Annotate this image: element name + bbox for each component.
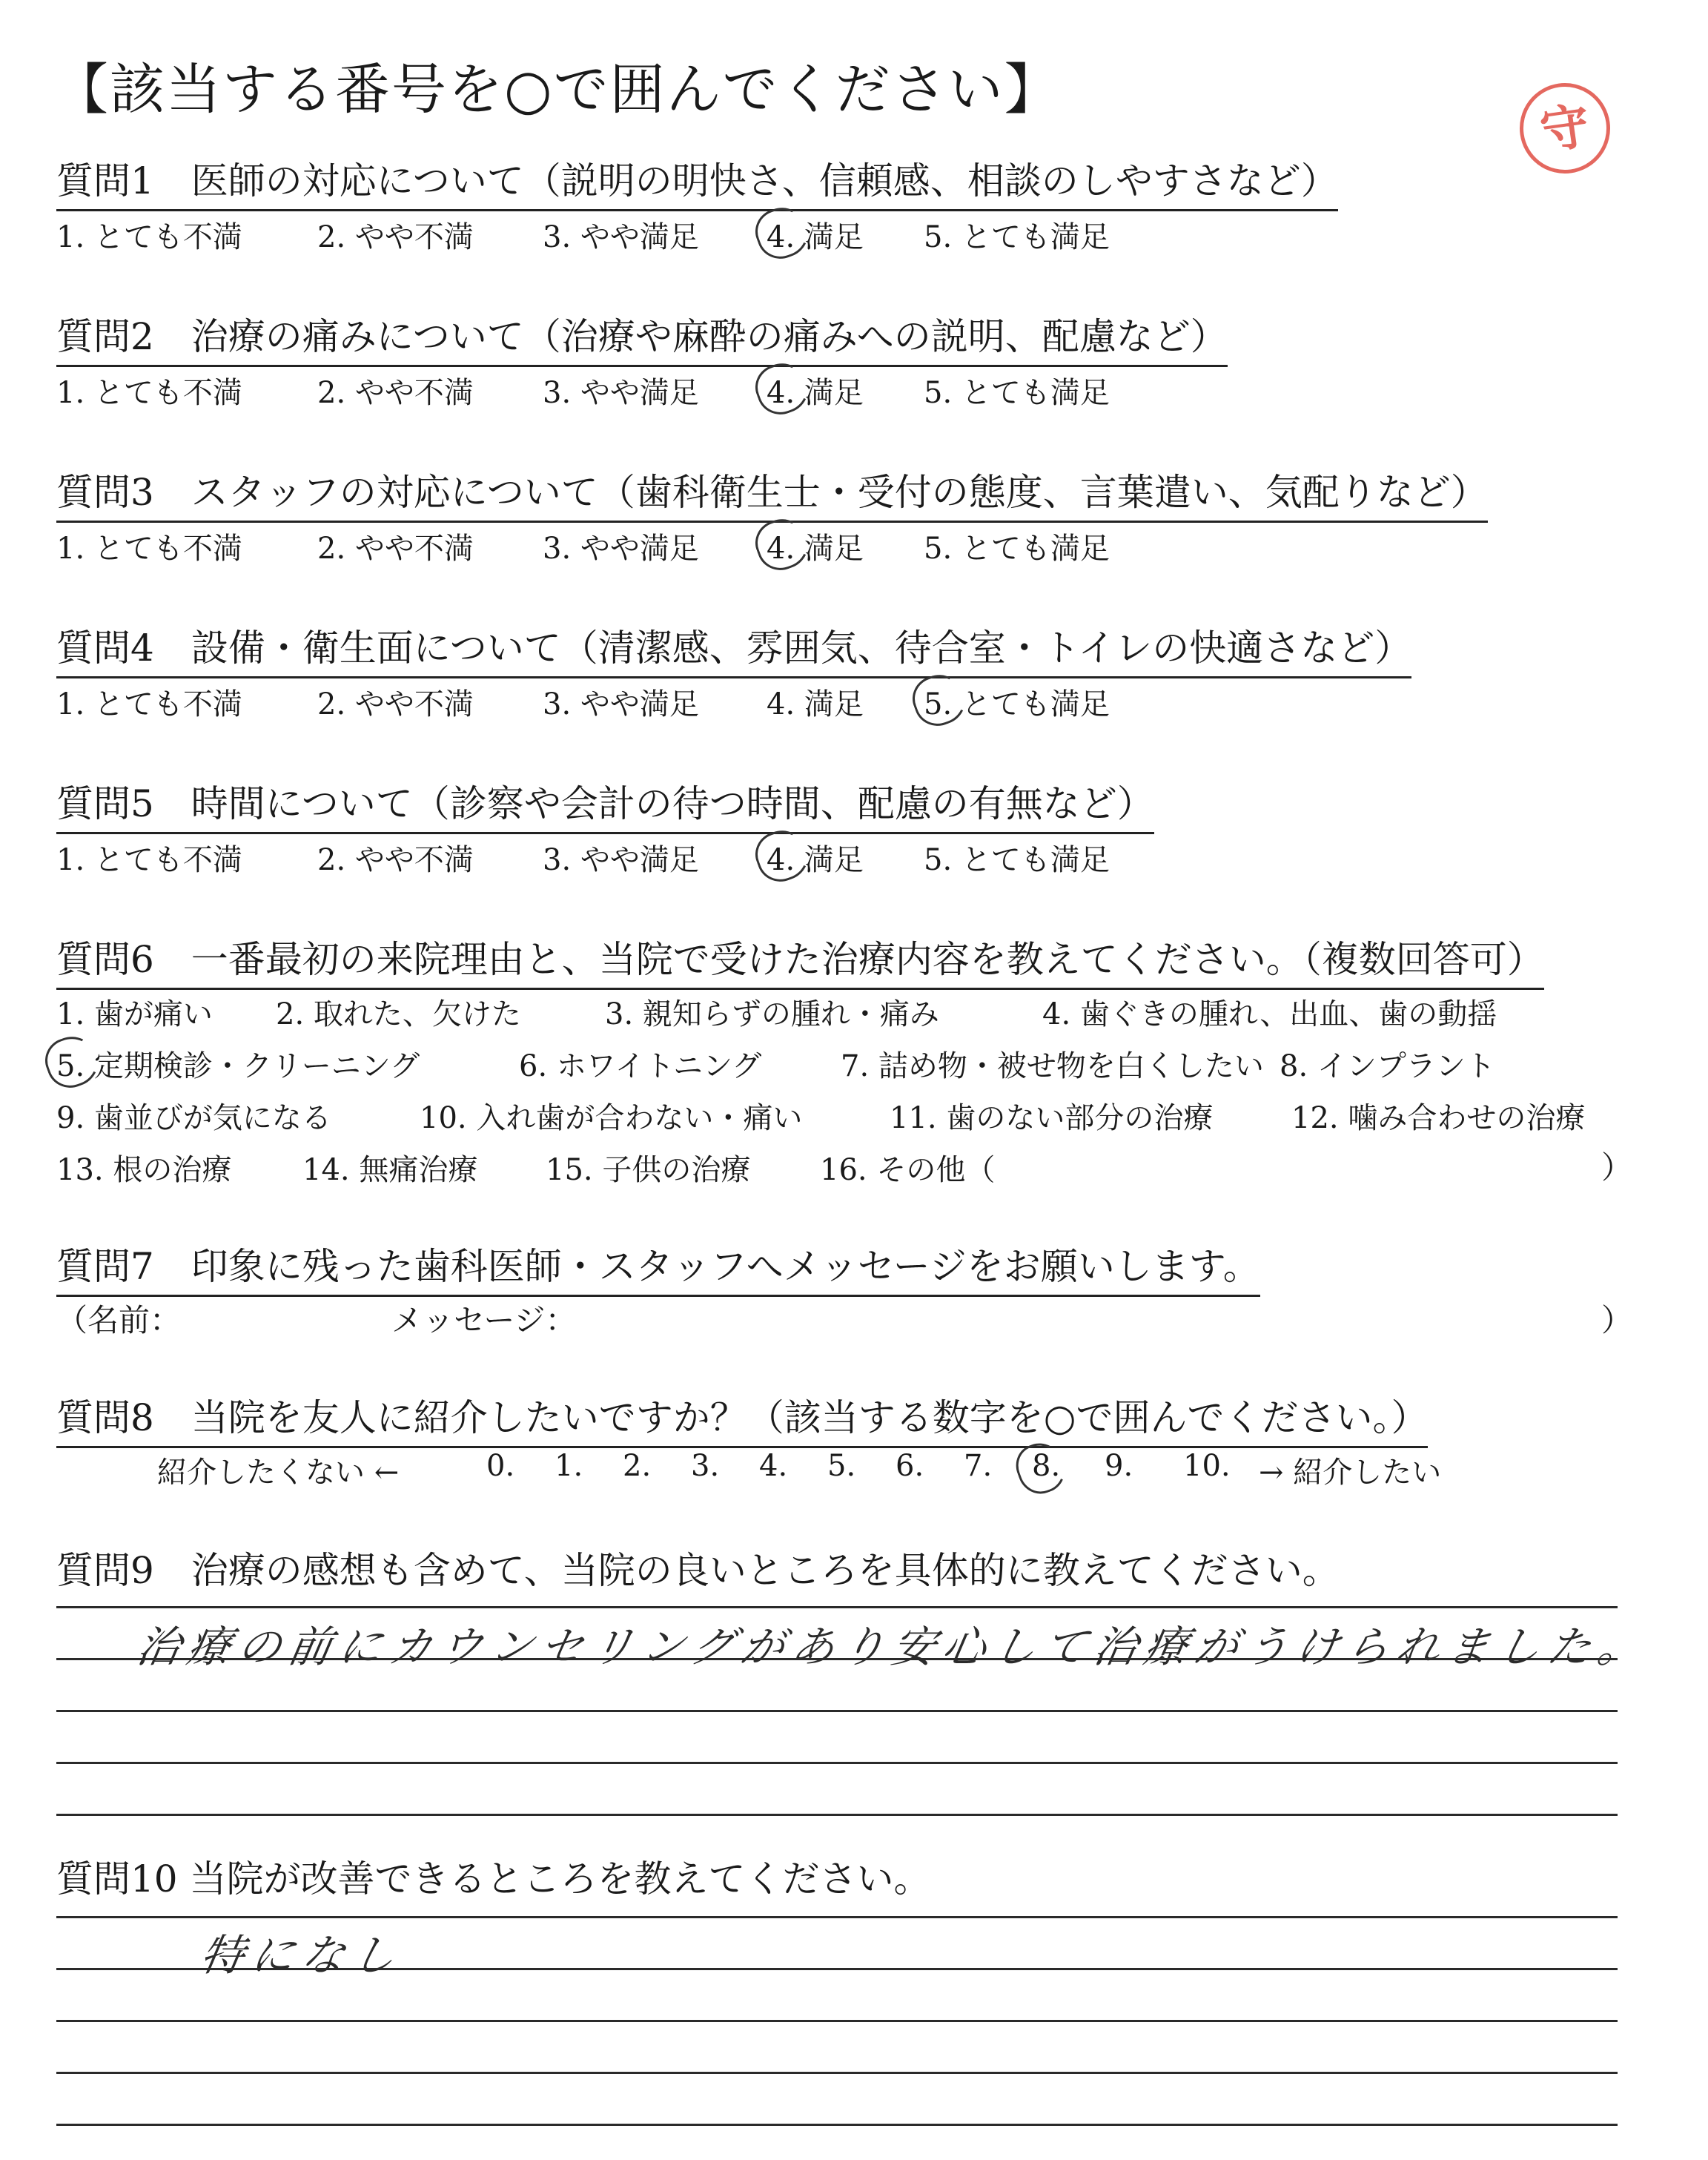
q8-score-8-label: 8. (1032, 1449, 1061, 1483)
q2-option-4[interactable] (767, 369, 864, 412)
q9-answer-line-2 (56, 1658, 1618, 1660)
q6-option-1[interactable]: 1. 歯が痛い (56, 997, 213, 1031)
q5-option-3[interactable]: 3. やや満足 (543, 843, 699, 877)
q6-option-16[interactable]: 16. その他（ (820, 1153, 996, 1187)
q8-score-10[interactable]: 10. (1183, 1449, 1231, 1483)
q4-option-3[interactable]: 3. やや満足 (543, 687, 699, 721)
q6-option-7[interactable]: 7. 詰め物・被せ物を白くしたい (841, 1049, 1264, 1083)
q8-score-3[interactable]: 3. (691, 1449, 720, 1483)
q4-option-5-label: 5. とても満足 (924, 687, 1110, 721)
seal-stamp: 守 (1514, 77, 1616, 179)
q6-option-8[interactable]: 8. インプラント (1280, 1049, 1495, 1083)
q5-title: 質問5 時間について（診察や会計の待つ時間、配慮の有無など） (56, 774, 1154, 834)
q6-option-5-label: 5. 定期検診・クリーニング (56, 1049, 420, 1083)
q3-option-2[interactable]: 2. やや不満 (317, 532, 474, 566)
q6-option-13[interactable]: 13. 根の治療 (56, 1153, 232, 1187)
q6-option-10[interactable]: 10. 入れ歯が合わない・痛い (420, 1101, 803, 1135)
q4-option-1[interactable]: 1. とても不満 (56, 687, 242, 721)
q9-answer-line-5 (56, 1814, 1618, 1816)
q6-title: 質問6 一番最初の来院理由と、当院で受けた治療内容を教えてください。（複数回答可） (56, 930, 1544, 990)
selected-circle-mark (39, 1029, 105, 1094)
q6-option-9[interactable]: 9. 歯並びが気になる (56, 1101, 331, 1135)
q1-option-3[interactable]: 3. やや満足 (543, 220, 699, 254)
q5-option-4[interactable] (767, 836, 864, 879)
q8-score-0[interactable]: 0. (486, 1449, 515, 1483)
q7-close-paren: ） (1601, 1302, 1633, 1338)
q6-option-4[interactable]: 4. 歯ぐきの腫れ、出血、歯の動揺 (1042, 997, 1497, 1031)
q10-answer-line-1 (56, 1916, 1618, 1918)
q9-handwritten-answer: 治療の前にカウンセリングがあり安心して治療がうけられました。 (133, 1622, 1653, 1672)
q6-option-2[interactable]: 2. 取れた、欠けた (276, 997, 521, 1031)
q3-option-1[interactable]: 1. とても不満 (56, 532, 242, 566)
q10-answer-line-5 (56, 2124, 1618, 2126)
q8-score-2[interactable]: 2. (623, 1449, 652, 1483)
q8-right-label: → 紹介したい (1259, 1456, 1442, 1490)
q6-option-14[interactable]: 14. 無痛治療 (302, 1153, 478, 1187)
q6-option-12[interactable]: 12. 噛み合わせの治療 (1291, 1101, 1586, 1135)
q8-score-1[interactable]: 1. (555, 1449, 583, 1483)
q9-title: 質問9 治療の感想も含めて、当院の良いところを具体的に教えてください。 (56, 1549, 1340, 1592)
q4-option-5[interactable] (924, 681, 1110, 723)
q7-message-label: メッセージ： (391, 1302, 577, 1338)
q6-option-3[interactable]: 3. 親知らずの腫れ・痛み (605, 997, 939, 1031)
q3-option-4[interactable] (767, 525, 864, 567)
q4-title: 質問4 設備・衛生面について（清潔感、雰囲気、待合室・トイレの快適さなど） (56, 618, 1411, 678)
q8-score-4[interactable]: 4. (759, 1449, 788, 1483)
q10-answer-line-3 (56, 2020, 1618, 2022)
q8-score-8[interactable] (1032, 1449, 1060, 1483)
page-title: 【該当する番号を○で囲んでください】 (53, 58, 1061, 122)
q2-option-4-label: 4. 満足 (767, 376, 864, 410)
q6-option-5[interactable] (56, 1043, 420, 1085)
q5-option-2[interactable]: 2. やや不満 (317, 843, 474, 877)
q10-title: 質問10 当院が改善できるところを教えてください。 (56, 1857, 931, 1900)
q8-title: 質問8 当院を友人に紹介したいですか？（該当する数字を○で囲んでください。） (56, 1388, 1428, 1448)
q8-left-label: 紹介したくない ← (157, 1456, 400, 1490)
q7-name-label: （名前： (56, 1302, 182, 1338)
q2-option-1[interactable]: 1. とても不満 (56, 376, 242, 410)
q8-score-5[interactable]: 5. (827, 1449, 856, 1483)
q3-title: 質問3 スタッフの対応について（歯科衛生士・受付の態度、言葉遣い、気配りなど） (56, 463, 1488, 523)
q7-title: 質問7 印象に残った歯科医師・スタッフへメッセージをお願いします。 (56, 1237, 1260, 1297)
q1-option-2[interactable]: 2. やや不満 (317, 220, 474, 254)
q3-option-3[interactable]: 3. やや満足 (543, 532, 699, 566)
q2-option-3[interactable]: 3. やや満足 (543, 376, 699, 410)
q4-option-4[interactable]: 4. 満足 (767, 687, 864, 721)
q9-answer-line-4 (56, 1762, 1618, 1764)
q9-answer-line-3 (56, 1710, 1618, 1712)
q1-option-4-label: 4. 満足 (767, 220, 864, 254)
q6-option-11[interactable]: 11. 歯のない部分の治療 (890, 1101, 1214, 1135)
q8-score-7[interactable]: 7. (964, 1449, 993, 1483)
q4-option-2[interactable]: 2. やや不満 (317, 687, 474, 721)
q1-option-5[interactable]: 5. とても満足 (924, 220, 1110, 254)
q6-option-15[interactable]: 15. 子供の治療 (546, 1153, 751, 1187)
q9-answer-line-1 (56, 1606, 1618, 1608)
q1-title: 質問1 医師の対応について（説明の明快さ、信頼感、相談のしやすさなど） (56, 151, 1338, 211)
q1-option-4[interactable] (767, 214, 864, 256)
q10-handwritten-answer: 特になし (196, 1930, 408, 1981)
q2-title: 質問2 治療の痛みについて（治療や麻酔の痛みへの説明、配慮など） (56, 307, 1228, 367)
q6-option-6[interactable]: 6. ホワイトニング (519, 1049, 762, 1083)
q5-option-1[interactable]: 1. とても不満 (56, 843, 242, 877)
q2-option-5[interactable]: 5. とても満足 (924, 376, 1110, 410)
q6-other-close-paren: ） (1601, 1149, 1633, 1186)
q8-score-6[interactable]: 6. (896, 1449, 924, 1483)
q3-option-4-label: 4. 満足 (767, 532, 864, 566)
q5-option-4-label: 4. 満足 (767, 843, 864, 877)
q5-option-5[interactable]: 5. とても満足 (924, 843, 1110, 877)
q2-option-2[interactable]: 2. やや不満 (317, 376, 474, 410)
q3-option-5[interactable]: 5. とても満足 (924, 532, 1110, 566)
q10-answer-line-4 (56, 2072, 1618, 2074)
q10-answer-line-2 (56, 1968, 1618, 1970)
q8-score-9[interactable]: 9. (1105, 1449, 1133, 1483)
q1-option-1[interactable]: 1. とても不満 (56, 220, 242, 254)
